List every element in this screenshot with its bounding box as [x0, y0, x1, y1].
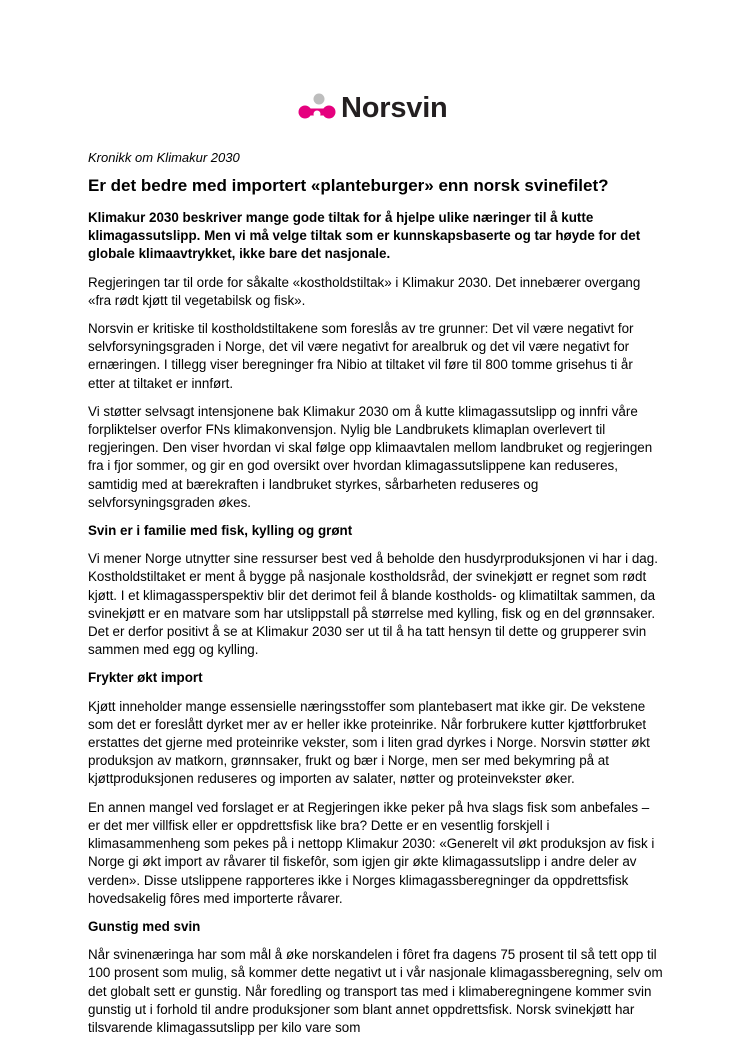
article-lead: Klimakur 2030 beskriver mange gode tiltak for å hjelpe ulike næringer til å kutte klimagassutslipp. Men vi må velge tiltak som er kunnskapsbaserte og tar høyde for det globale klimaavtrykket, ikke bare det nasjonale. — [88, 210, 641, 262]
article-kicker: Kronikk om Klimakur 2030 — [88, 150, 240, 165]
section-heading-2: Frykter økt import — [88, 670, 203, 686]
paragraph-1: Regjeringen tar til orde for såkalte «kostholdstiltak» i Klimakur 2030. Det innebærer overgang «fra rødt kjøtt til vegetabilsk og fisk». — [88, 274, 641, 308]
article-title: Er det bedre med importert «planteburger» enn norsk svinefilet? — [88, 176, 609, 195]
paragraph-3: Vi støtter selvsagt intensjonene bak Klimakur 2030 om å kutte klimagassutslipp og innfri våre forpliktelser overfor FNs klimakonvensjon. Nylig ble Landbrukets klimaplan overlevert til regjeringen. Den viser hvordan vi skal følge opp klimaavtalen mellom landbruket og regjeringen fra i fjor sommer, og gir en god oversikt over hvordan klimagassutslippene kan reduseres, samtidig med at bærekraften i landbruket styrkes, sårbarheten reduseres og selvforsyningsgraden økes. — [88, 403, 653, 510]
norsvin-logo — [296, 90, 448, 126]
article-body — [88, 209, 663, 1047]
section-heading-1: Svin er i familie med fisk, kylling og grønt — [88, 523, 353, 539]
paragraph-6: En annen mangel ved forslaget er at Regjeringen ikke peker på hva slags fisk som anbefales – er det mer villfisk eller er oppdrettsfisk like bra? Dette er en vesentlig forskjell i klimasammenheng som pekes på i nettopp Klimakur 2030: «Generelt vil økt produksjon av fisk i Norge gi økt import av råvarer til fiskefôr, som igjen gir økte klimagassutslipp i andre deler av verden». Disse utslippene rapporteres ikke i Norges klimagassberegninger da oppdrettsfisk hovedsakelig fôres med importerte råvarer. — [88, 799, 655, 906]
section-heading-3: Gunstig med svin — [88, 918, 201, 934]
norsvin-logo-text: Norsvin — [341, 91, 448, 124]
norsvin-logo-mark-icon — [296, 92, 338, 124]
paragraph-4: Vi mener Norge utnytter sine ressurser best ved å beholde den husdyrproduksjonen vi har i dag. Kostholdstiltaket er ment å bygge på nasjonale kostholdsråd, der svinekjøtt er regnet som rødt kjøtt. I et klimagassperspektiv blir det derimot feil å blande kostholds- og klimatiltak sammen, da svinekjøtt er en matvare som har utslippstall på størrelse med kylling, fisk og en del grønnsaker. Det er derfor positivt å se at Klimakur 2030 ser ut til å ha tatt hensyn til dette og grupperer svin sammen med egg og kylling. — [88, 551, 658, 658]
paragraph-2: Norsvin er kritiske til kostholdstiltakene som foreslås av tre grunner: Det vil være negativt for selvforsyningsgraden i Norge, det vil være negativt for arealbruk og det vil være negativt for ernæringen. I tillegg viser beregninger fra Nibio at tiltaket vil føre til 800 tomme grisehus ti år etter at tiltaket er innført. — [88, 321, 634, 391]
paragraph-5: Kjøtt inneholder mange essensielle næringsstoffer som plantebasert mat ikke gir. De vekstene som det er foreslått dyrket mer av er heller ikke proteinrike. Når forbrukere kutter kjøttforbruket erstattes det gjerne med proteinrike vekster, som i liten grad dyrkes i Norge. Norsvin støtter økt produksjon av matkorn, grønnsaker, frukt og bær i Norge, men ser med bekymring på at kjøttproduksjonen reduseres og importen av salater, nøtter og proteinvekster øker. — [88, 698, 650, 787]
paragraph-7: Når svinenæringa har som mål å øke norskandelen i fôret fra dagens 75 prosent til så tett opp til 100 prosent som mulig, så kommer dette negativt ut i vår nasjonale klimagassberegning, selv om det globalt sett er gunstig. Når foredling og transport tas med i klimaberegningene kommer svin gunstig ut i forhold til andre produksjoner som blant annet oppdrettsfisk. Norsk svinekjøtt har tilsvarende klimagassutslipp per kilo vare som — [88, 947, 663, 1035]
